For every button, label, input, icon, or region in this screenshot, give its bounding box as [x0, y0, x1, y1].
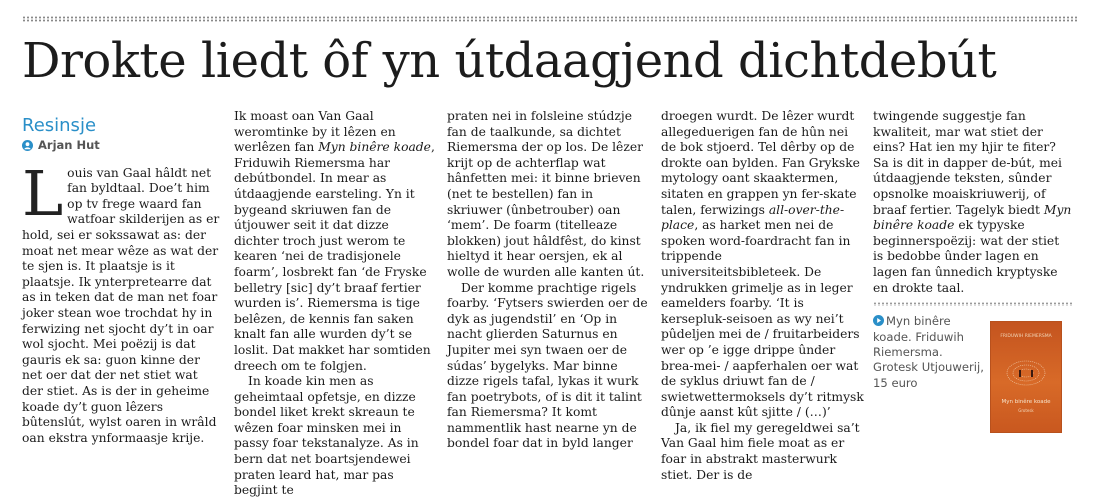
cover-title: Myn binêre koade	[1001, 398, 1051, 405]
paragraph: Louis van Gaal hâldt net fan byldtaal. Doe’t him op tv frege waard fan watfoar skilderijen as er hold, sei er sokssawat as: der moat net mear wêze as wat der te sjen is. It plaatsje is it plaatsje. Ik ynterpretearre dat as in teken dat de man net foar joker stean woe trochdat hy in ferwizing net sjocht dy’t in oar wol sjocht. Mei poëzij is dat gauris ek sa: guon kinne der net oer dat der net stiet wat der stiet. As is der in geheime koade dy’t guon lêzers bûtenslút, wylst oaren in wrâld oan ekstra ynformaasje krije.	[22, 156, 220, 445]
top-dotted-rule	[22, 16, 1077, 22]
byline	[22, 138, 222, 154]
cover-publisher: Grotesk	[1018, 407, 1034, 413]
person-icon	[22, 140, 33, 151]
paragraph: Der komme prachtige rigels foarby. ‘Fytsers swierden oer de dyk as jugendstil’ en ‘Op in nacht glierden Saturnus en Jupiter mei syn twaen oer de súdas’ bygelyks. Mar binne dizze rigels tafal, lykas it wurk fan poetrybots, of is dit it talint fan Riemersma? It komt nammentlik hast nearne yn de bondel foar dat in byld langer	[447, 280, 648, 451]
author-name: Arjan Hut	[38, 138, 100, 152]
book-info-box	[873, 314, 1073, 432]
section-label: Resinsje	[22, 115, 97, 136]
book-title: Myn binêre koade	[318, 140, 431, 155]
cover-author: FRIDUWIH RIEMERSMA	[1000, 334, 1052, 340]
paragraph: In koade kin men as geheimtaal opfetsje, en dizze bondel liket krekt skreaun te wêzen foar minsken mei in passy foar tekstanalyze. As in bern dat net boartsjendewei praten leard hat, mar pas begjint te	[234, 374, 419, 498]
column-5	[873, 109, 1073, 432]
column-2	[234, 109, 437, 499]
cover-art	[1005, 358, 1047, 388]
column-4	[661, 109, 864, 483]
drop-cap: L	[22, 156, 64, 230]
paragraph: twingende suggestje fan kwaliteit, mar wat stiet der eins? Hat ien my hjir te fiter? Sa is dit in dapper de-bút, mei útdaagjende teksten, sûnder opsnolke moaiskriuwerij, of braaf fertier. Tagelyk biedt Myn binêre koade ek typyske beginnerspoëzij: wat der stiet is bedobbe ûnder lagen en lagen fan ûnnedich kryptyske en drokte taal.	[873, 109, 1072, 295]
headline: Drokte liedt ôf yn útdaagjend dichtdebút	[22, 33, 997, 89]
emphasis: all-over-the-place	[661, 202, 845, 233]
dotted-divider	[873, 302, 1073, 306]
paragraph: praten nei in folsleine stúdzje fan de taalkunde, sa dichtet Riemersma der op los. De lêzer krijt op de achterflap wat hânfetten mei: it binne brieven (net te bestellen) fan in skriuwer (ûnbetrouber) oan ‘mem’. De foarm (titelleaze blokken) jout hâldfêst, do kinst hieltyd it hear oersjen, ek al wolle de wurden alle kanten út.	[447, 109, 645, 279]
paragraph: droegen wurdt. De lêzer wurdt allegeduerigen fan de hûn nei de bok stjoerd. Tel dêrby op de drokte oan bylden. Fan Grykske mytology oant skaaktermen, sitaten en grappen yn fer-skate talen, ferwizings all-over-the-place, as harket men nei de spoken word-foardracht fan in trippende universiteitsbibleteek. De yndrukken grimelje as in leger eamelders foarby. ‘It is kersepluk-seisoen as wy nei’t pûdeljen mei de / fruitarbeiders wer op ’e igge drippe ûnder brea-mei- / aapferhalen oer wat de syklus driuwt fan de / swietwettermoksels dy’t ritmysk dûnje aanst kût sjitte / (…)’	[661, 109, 864, 420]
book-title: Myn binêre koade	[873, 202, 1072, 233]
paragraph: Ja, ik fiel my geregeldwei sa’t Van Gaal him fiele moat as er foar in abstrakt masterwurk stiet. Der is de	[661, 420, 860, 482]
column-1	[22, 109, 222, 446]
column-3	[447, 109, 650, 452]
play-icon	[873, 315, 884, 326]
book-info: Myn binêre koade. Friduwih Riemersma. Grotesk Utjouwerij, 15 euro	[873, 314, 984, 390]
paragraph: Ik moast oan Van Gaal weromtinke by it lêzen en werlêzen fan Myn binêre koade, Friduwih Riemersma har debútbondel. In mear as útdaagjende earsteling. Yn it bygeand skriuwen fan de útjouwer seit it dat dizze dichter troch just werom te kearen ‘nei de tradisjonele foarm’, losbrekt fan ‘de Fryske belletry [sic] dy’t braaf fertier wurden is’. Riemersma is tige belêzen, de kennis fan saken knalt fan alle wurden dy’t se loslit. Dat makket har somtiden dreech om te folgjen.	[234, 109, 435, 373]
